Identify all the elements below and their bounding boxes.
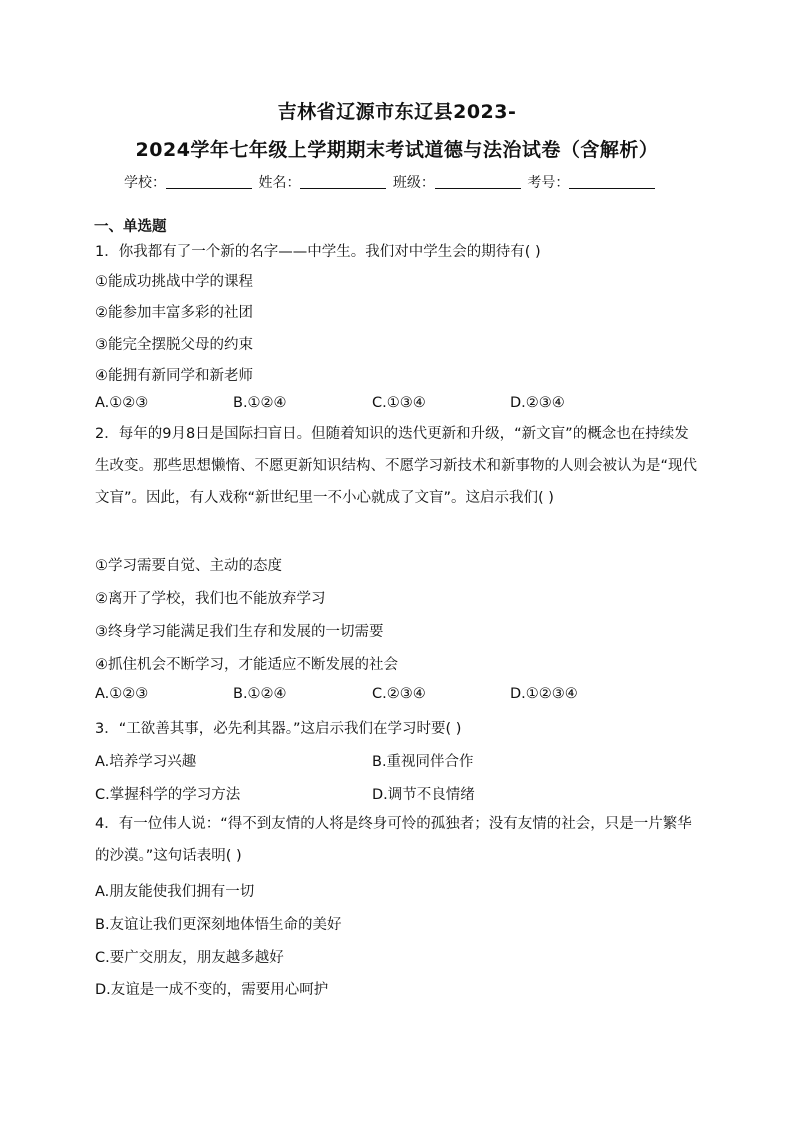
question-4-option-c[interactable]: C.要广交朋友，朋友越多越好 — [95, 950, 284, 966]
name-label: 姓名： — [258, 175, 301, 191]
question-3-option-d[interactable]: D.调节不良情绪 — [372, 787, 475, 803]
question-2-item: ①学习需要自觉、主动的态度 — [95, 558, 282, 574]
school-blank[interactable] — [166, 174, 252, 189]
question-4-option-b[interactable]: B.友谊让我们更深刻地体悟生命的美好 — [95, 917, 342, 933]
question-3-stem: 3．“工欲善其事，必先利其器。”这启示我们在学习时要( ) — [95, 721, 462, 737]
question-1-item: ②能参加丰富多彩的社团 — [95, 305, 253, 321]
question-2-stem: 2．每年的9月8日是国际扫盲日。但随着知识的迭代更新和升级，“新文盲”的概念也在持续发生改变。那些思想懒惰、不愿更新知识结构、不愿学习新技术和新事物的人则会被认为是“现代文盲”。因此，有人戏称“新世纪里一不小心就成了文盲”。这启示我们( ) — [95, 426, 698, 506]
question-3-option-a[interactable]: A.培养学习兴趣 — [95, 754, 197, 770]
question-2-item: ④抓住机会不断学习，才能适应不断发展的社会 — [95, 657, 398, 673]
question-3-option-c[interactable]: C.掌握科学的学习方法 — [95, 787, 241, 803]
question-3-option-b[interactable]: B.重视同伴合作 — [372, 754, 474, 770]
question-2-option-c[interactable]: C.②③④ — [372, 686, 426, 702]
class-blank[interactable] — [435, 174, 521, 189]
question-2-option-a[interactable]: A.①②③ — [95, 686, 149, 702]
name-blank[interactable] — [300, 174, 386, 189]
question-1-stem: 1．你我都有了一个新的名字——中学生。我们对中学生会的期待有( ) — [95, 244, 541, 260]
school-label: 学校： — [124, 175, 166, 191]
question-2-option-b[interactable]: B.①②④ — [233, 686, 287, 702]
section-heading: 一、单选题 — [94, 219, 167, 235]
question-2-item: ③终身学习能满足我们生存和发展的一切需要 — [95, 624, 384, 640]
question-2-option-d[interactable]: D.①②③④ — [510, 686, 578, 702]
question-1-option-a[interactable]: A.①②③ — [95, 395, 149, 411]
question-1-option-c[interactable]: C.①③④ — [372, 395, 426, 411]
question-1-item: ③能完全摆脱父母的约束 — [95, 337, 253, 353]
number-label: 考号： — [527, 175, 570, 191]
question-4-option-a[interactable]: A.朋友能使我们拥有一切 — [95, 884, 255, 900]
exam-title-line-1: 吉林省辽源市东辽县2023- — [277, 101, 517, 123]
question-4-option-d[interactable]: D.友谊是一成不变的，需要用心呵护 — [95, 982, 329, 998]
question-1-option-b[interactable]: B.①②④ — [233, 395, 287, 411]
number-blank[interactable] — [569, 174, 655, 189]
question-1-option-d[interactable]: D.②③④ — [510, 395, 565, 411]
class-label: 班级： — [392, 175, 435, 191]
question-1-item: ④能拥有新同学和新老师 — [95, 368, 253, 384]
question-1-item: ①能成功挑战中学的课程 — [95, 274, 253, 290]
question-4-stem: 4．有一位伟人说：“得不到友情的人将是终身可怜的孤独者；没有友情的社会，只是一片繁华的沙漠。”这句话表明( ) — [95, 816, 692, 864]
question-2-item: ②离开了学校，我们也不能放弃学习 — [95, 591, 326, 607]
student-info-row — [124, 172, 657, 192]
exam-title-line-2: 2024学年七年级上学期期末考试道德与法治试卷（含解析） — [135, 139, 659, 161]
